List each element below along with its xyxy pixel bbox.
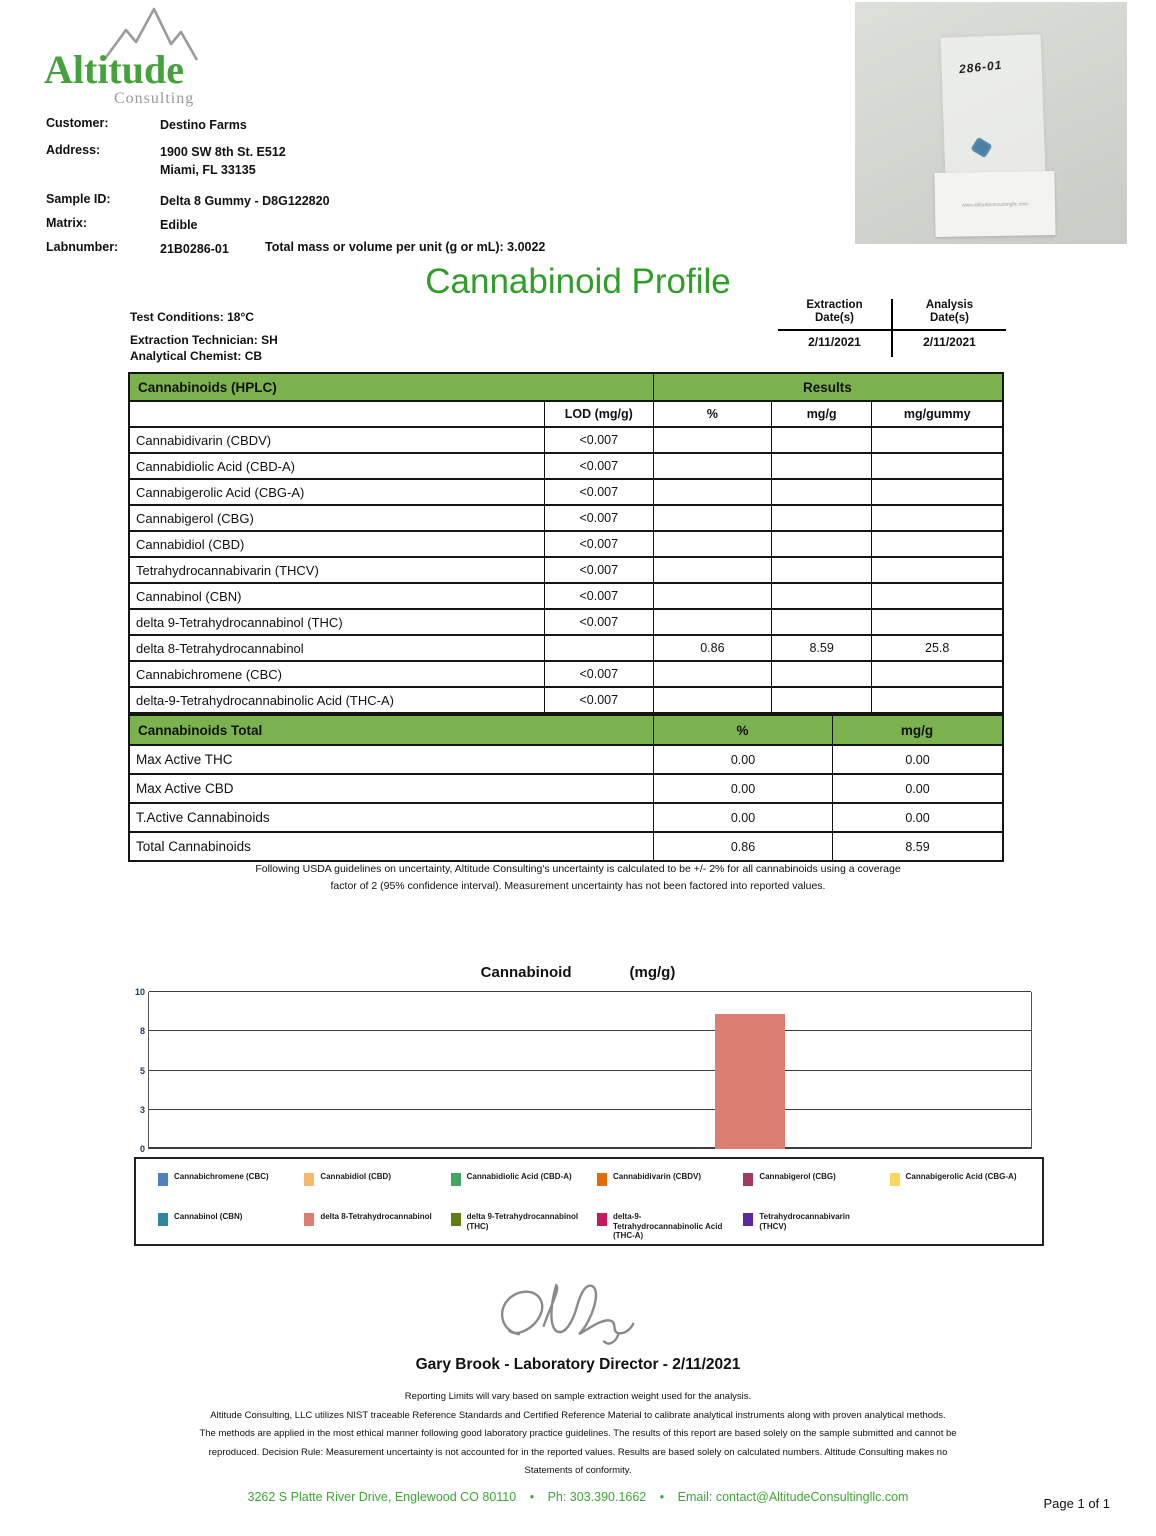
legend-swatch <box>451 1213 461 1226</box>
analyte-name: Cannabidivarin (CBDV) <box>129 427 544 453</box>
bar-slot <box>871 992 951 1149</box>
table-row <box>129 479 1003 505</box>
total-mgg: 0.00 <box>833 745 1003 774</box>
y-axis-tick-label: 10 <box>134 987 145 997</box>
table-row <box>129 661 1003 687</box>
analysis-date-header: Analysis Date(s) <box>925 299 974 324</box>
page-title: Cannabinoid Profile <box>425 262 731 301</box>
legend-swatch <box>743 1213 753 1226</box>
sample-id-value: Delta 8 Gummy - D8G122820 <box>160 194 330 208</box>
bar-slot <box>951 992 1031 1149</box>
address-label: Address: <box>46 143 101 157</box>
uncertainty-footnote: Following USDA guidelines on uncertainty, Altitude Consulting's uncertainty is calculated to be +/- 2% for all cannabinoids using a coverage factor of 2 (95% confidence interval). Measurement uncertainty has not been factored into reported values. <box>255 863 901 892</box>
total-pct: 0.86 <box>653 832 832 861</box>
pct-value <box>653 531 771 557</box>
footer-contact <box>0 1490 1156 1504</box>
legend-item <box>304 1212 450 1246</box>
footer-email: Email: contact@AltitudeConsultingllc.com <box>677 1490 909 1504</box>
pct-value <box>653 583 771 609</box>
test-conditions: Test Conditions: 18°C <box>130 310 254 324</box>
legend-label: Cannabidiolic Acid (CBD-A) <box>466 1172 572 1181</box>
bar-slot <box>791 992 871 1149</box>
logo-wordmark: Altitude <box>44 47 184 92</box>
y-axis-tick-label: 8 <box>139 1026 145 1037</box>
legend-item <box>597 1172 743 1206</box>
logo-subtitle: Consulting <box>114 90 195 107</box>
bar-slot <box>149 992 229 1149</box>
totals-row <box>129 774 1003 803</box>
column-header-row <box>129 401 1003 427</box>
table-row <box>129 609 1003 635</box>
bar-chart-plot <box>134 987 1032 1154</box>
unit-mass-note: Total mass or volume per unit (g or mL): 3.0022 <box>265 240 546 254</box>
totals-table <box>128 714 1004 862</box>
totals-header: Cannabinoids Total <box>129 715 653 745</box>
analyte-name: Tetrahydrocannabivarin (THCV) <box>129 557 544 583</box>
matrix-label: Matrix: <box>46 216 87 230</box>
table-row <box>129 453 1003 479</box>
mgg-value <box>771 661 872 687</box>
bar-slot <box>229 992 309 1149</box>
legend-item <box>451 1172 597 1206</box>
mgg-value: 8.59 <box>771 635 872 661</box>
column-header-gummy: mg/gummy <box>872 401 1003 427</box>
totals-row <box>129 832 1003 861</box>
bar-slot <box>710 992 790 1149</box>
analyte-name: delta-9-Tetrahydrocannabinolic Acid (THC-A) <box>129 687 544 713</box>
total-name: Total Cannabinoids <box>129 832 653 861</box>
legend-item <box>158 1212 304 1246</box>
legend-swatch <box>304 1173 314 1186</box>
lod-value: <0.007 <box>544 531 653 557</box>
mggummy-value: 25.8 <box>872 635 1003 661</box>
totals-row <box>129 803 1003 832</box>
mgg-value <box>771 479 872 505</box>
total-name: Max Active THC <box>129 745 653 774</box>
table-row <box>129 531 1003 557</box>
legend-swatch <box>158 1213 168 1226</box>
mggummy-value <box>872 505 1003 531</box>
mgg-value <box>771 609 872 635</box>
legend-item <box>743 1212 889 1246</box>
lod-value: <0.007 <box>544 661 653 687</box>
dates-table <box>778 299 1006 357</box>
pct-value <box>653 479 771 505</box>
cannabinoid-table <box>128 372 1004 714</box>
bar-slot <box>390 992 470 1149</box>
analyte-name: Cannabidiol (CBD) <box>129 531 544 557</box>
lod-value: <0.007 <box>544 687 653 713</box>
mggummy-value <box>872 427 1003 453</box>
mggummy-value <box>872 557 1003 583</box>
legend-item <box>304 1172 450 1206</box>
legend-label: Cannabigerolic Acid (CBG-A) <box>905 1172 1017 1181</box>
mggummy-value <box>872 661 1003 687</box>
mgg-value <box>771 505 872 531</box>
legend-label: Tetrahydrocannabivarin (THCV) <box>759 1212 850 1231</box>
total-pct: 0.00 <box>653 745 832 774</box>
legend-label: delta 8-Tetrahydrocannabinol <box>320 1212 432 1221</box>
sample-photo <box>855 2 1127 244</box>
pct-value <box>653 427 771 453</box>
legend-swatch <box>304 1213 314 1226</box>
pct-value <box>653 661 771 687</box>
disclaimer: Reporting Limits will vary based on sample extraction weight used for the analysis. Altitude Consulting, LLC utilizes NIST traceable Reference Standards and Certified Reference Material to calibrate analytical instruments along with proven analytical methods. The methods are applied in the most ethical manner following good laboratory practice guidelines. The results of this report are based solely on the sample submitted and cannot be reproduced. Decision Rule: Measurement uncertainty is not accounted for in the reported values. Results are based solely on calculated numbers. Altitude Consulting makes no Statements of conformity. <box>199 1391 957 1476</box>
sample-id-label: Sample ID: <box>46 192 111 206</box>
column-header-blank <box>129 401 544 427</box>
legend-item <box>890 1172 1036 1206</box>
analytical-chemist: Analytical Chemist: CB <box>130 349 263 363</box>
lod-value: <0.007 <box>544 609 653 635</box>
chart-legend <box>134 1157 1044 1246</box>
analyte-name: delta 9-Tetrahydrocannabinol (THC) <box>129 609 544 635</box>
legend-swatch <box>451 1173 461 1186</box>
y-axis-tick-label: 5 <box>139 1065 145 1076</box>
legend-swatch <box>158 1173 168 1186</box>
footer-dot: • <box>659 1490 665 1504</box>
total-pct: 0.00 <box>653 803 832 832</box>
legend-item <box>158 1172 304 1206</box>
lod-value: <0.007 <box>544 479 653 505</box>
pct-value <box>653 453 771 479</box>
lod-value <box>544 635 653 661</box>
labnumber-label: Labnumber: <box>46 240 119 254</box>
table-header-results: Results <box>653 373 1003 401</box>
bar-slot <box>470 992 550 1149</box>
mggummy-value <box>872 531 1003 557</box>
column-header-lod: LOD (mg/g) <box>544 401 653 427</box>
bar-slot <box>309 992 389 1149</box>
totals-col-pct: % <box>653 715 832 745</box>
total-mgg: 0.00 <box>833 803 1003 832</box>
legend-label: Cannabidivarin (CBDV) <box>612 1172 701 1181</box>
analyte-name: delta 8-Tetrahydrocannabinol <box>129 635 544 661</box>
pct-value <box>653 557 771 583</box>
address-value: 1900 SW 8th St. E512 Miami, FL 33135 <box>160 145 286 177</box>
analyte-name: Cannabichromene (CBC) <box>129 661 544 687</box>
legend-label: delta 9-Tetrahydrocannabinol (THC) <box>466 1212 579 1231</box>
table-row <box>129 557 1003 583</box>
mgg-value <box>771 453 872 479</box>
total-mgg: 8.59 <box>833 832 1003 861</box>
signature-icon <box>486 1278 666 1356</box>
pct-value: 0.86 <box>653 635 771 661</box>
legend-swatch <box>597 1173 607 1186</box>
legend-label: Cannabinol (CBN) <box>174 1212 243 1221</box>
legend-swatch <box>890 1173 900 1186</box>
table-row <box>129 583 1003 609</box>
pct-value <box>653 505 771 531</box>
extraction-date-header: Extraction Date(s) <box>778 299 893 329</box>
lod-value: <0.007 <box>544 453 653 479</box>
sample-card <box>934 171 1055 237</box>
table-row <box>129 427 1003 453</box>
mgg-value <box>771 557 872 583</box>
sample-bag <box>941 34 1046 177</box>
total-pct: 0.00 <box>653 774 832 803</box>
total-name: Max Active CBD <box>129 774 653 803</box>
sample-bag-label: 286-01 <box>958 57 1003 77</box>
legend-label: Cannabidiol (CBD) <box>320 1172 391 1181</box>
analyte-name: Cannabigerolic Acid (CBG-A) <box>129 479 544 505</box>
signature <box>486 1278 666 1361</box>
pct-value <box>653 687 771 713</box>
footer-address: 3262 S Platte River Drive, Englewood CO 80110 <box>247 1490 517 1504</box>
mgg-value <box>771 531 872 557</box>
column-header-pct: % <box>653 401 771 427</box>
page-number: Page 1 of 1 <box>1043 1496 1110 1511</box>
lod-value: <0.007 <box>544 505 653 531</box>
total-name: T.Active Cannabinoids <box>129 803 653 832</box>
legend-swatch <box>743 1173 753 1186</box>
legend-item <box>597 1212 743 1246</box>
director-signature-line: Gary Brook - Laboratory Director - 2/11/2021 <box>415 1356 741 1373</box>
bar-slot <box>630 992 710 1149</box>
y-axis-tick-label: 3 <box>139 1104 145 1115</box>
table-row <box>129 687 1003 713</box>
mggummy-value <box>872 479 1003 505</box>
totals-col-mgg: mg/g <box>833 715 1003 745</box>
chart-units: (mg/g) <box>629 964 676 981</box>
lod-value: <0.007 <box>544 583 653 609</box>
totals-row <box>129 745 1003 774</box>
table-row <box>129 505 1003 531</box>
chart-bar <box>715 1014 785 1149</box>
table-header-left: Cannabinoids (HPLC) <box>129 373 653 401</box>
analysis-date-value: 2/11/2021 <box>923 335 976 349</box>
mgg-value <box>771 427 872 453</box>
extraction-date-value: 2/11/2021 <box>778 331 893 357</box>
y-axis-tick-label: 0 <box>139 1144 145 1154</box>
mgg-value <box>771 687 872 713</box>
footer-dot: • <box>529 1490 535 1504</box>
customer-value: Destino Farms <box>160 118 247 132</box>
lod-value: <0.007 <box>544 427 653 453</box>
analyte-name: Cannabidiolic Acid (CBD-A) <box>129 453 544 479</box>
mggummy-value <box>872 687 1003 713</box>
mggummy-value <box>872 453 1003 479</box>
legend-label: Cannabigerol (CBG) <box>759 1172 836 1181</box>
sample-card-text: www.altitudeconsultingllc.com <box>961 201 1029 209</box>
extraction-technician: Extraction Technician: SH <box>130 333 278 347</box>
company-logo <box>42 6 222 110</box>
legend-item <box>451 1212 597 1246</box>
matrix-value: Edible <box>160 218 198 232</box>
legend-swatch <box>597 1213 607 1226</box>
legend-item <box>743 1172 889 1206</box>
bar-slot <box>550 992 630 1149</box>
mggummy-value <box>872 609 1003 635</box>
analyte-name: Cannabinol (CBN) <box>129 583 544 609</box>
total-mgg: 0.00 <box>833 774 1003 803</box>
test-conditions-block <box>130 309 278 364</box>
analyte-name: Cannabigerol (CBG) <box>129 505 544 531</box>
lod-value: <0.007 <box>544 557 653 583</box>
mggummy-value <box>872 583 1003 609</box>
legend-label: Cannabichromene (CBC) <box>174 1172 269 1181</box>
pct-value <box>653 609 771 635</box>
customer-label: Customer: <box>46 116 109 130</box>
labnumber-value: 21B0286-01 <box>160 242 229 256</box>
chart-title: Cannabinoid (mg/g) <box>480 964 676 981</box>
legend-label: delta-9-Tetrahydrocannabinolic Acid (THC-A) <box>612 1212 723 1240</box>
table-row <box>129 635 1003 661</box>
footer-phone: Ph: 303.390.1662 <box>547 1490 647 1504</box>
column-header-mgg: mg/g <box>771 401 872 427</box>
mgg-value <box>771 583 872 609</box>
results-tables <box>128 372 1004 862</box>
